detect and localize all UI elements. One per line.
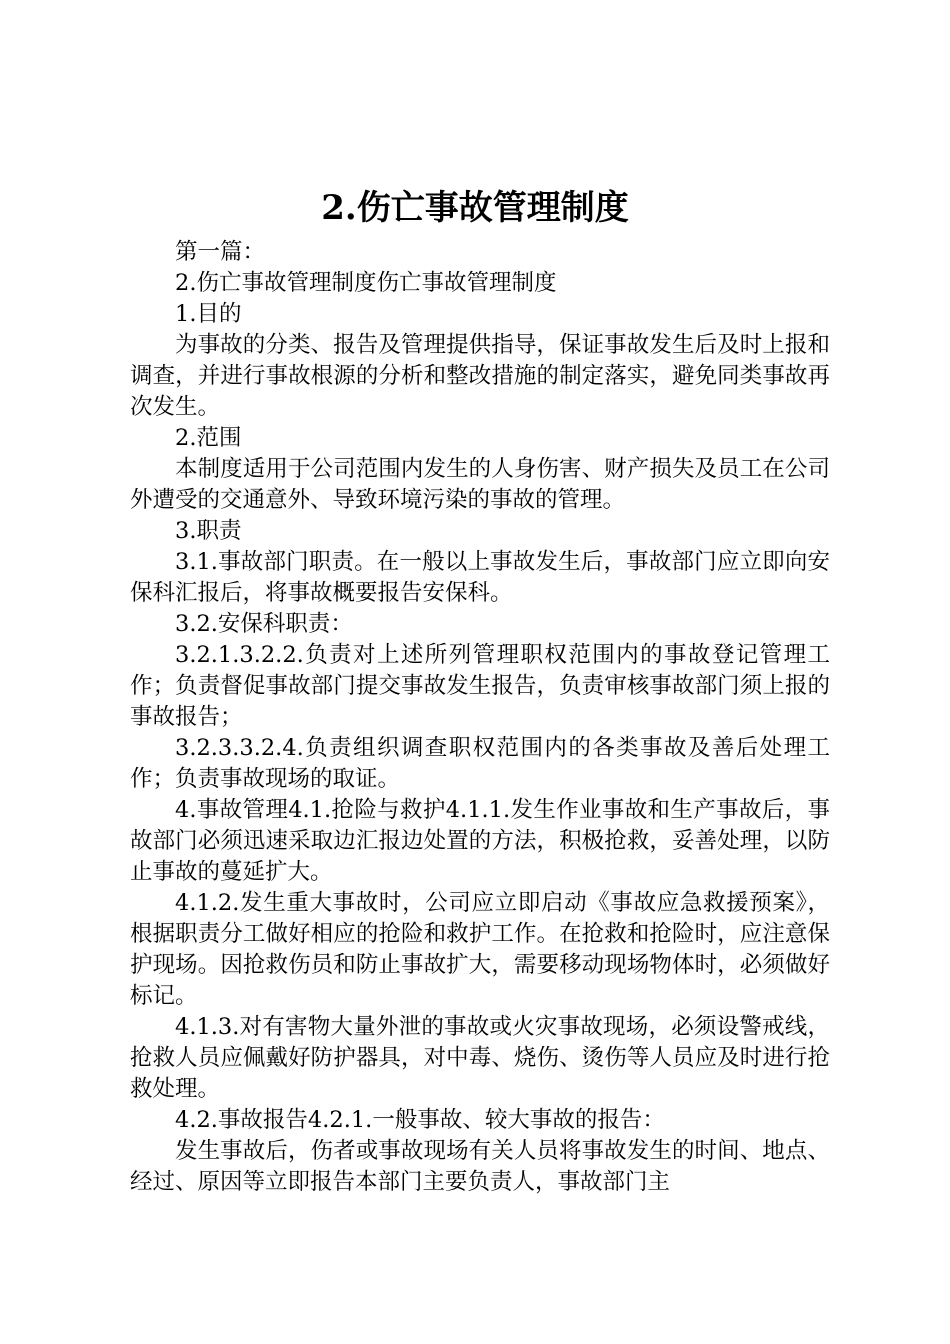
document-title: 2.伤亡事故管理制度	[321, 188, 629, 228]
document-body	[130, 237, 830, 1198]
paragraph: 4.1.3.对有害物大量外泄的事故或火灾事故现场，必须设警戒线，抢救人员应佩戴好防护器具，对中毒、烧伤、烫伤等人员应及时进行抢救处理。	[130, 1014, 830, 1102]
paragraph: 本制度适用于公司范围内发生的人身伤害、财产损失及员工在公司外遭受的交通意外、导致环境污染的事故的管理。	[130, 456, 830, 513]
paragraph: 3.2.1.3.2.2.负责对上述所列管理职权范围内的事故登记管理工作；负责督促事故部门提交事故发生报告，负责审核事故部门须上报的事故报告；	[130, 642, 830, 730]
paragraph: 3.2.安保科职责：	[175, 611, 353, 637]
section-heading: 3.职责	[175, 518, 242, 544]
paragraph: 4.2.事故报告4.2.1.一般事故、较大事故的报告：	[175, 1107, 665, 1133]
section-heading: 1.目的	[175, 301, 242, 327]
paragraph: 3.2.3.3.2.4.负责组织调查职权范围内的各类事故及善后处理工作；负责事故现场的取证。	[130, 735, 830, 792]
section-heading: 2.范围	[175, 425, 242, 451]
paragraph: 第一篇：	[175, 239, 266, 265]
paragraph: 4.事故管理4.1.抢险与救护4.1.1.发生作业事故和生产事故后，事故部门必须迅速采取边汇报边处置的方法，积极抢救，妥善处理，以防止事故的蔓延扩大。	[130, 797, 830, 885]
paragraph: 发生事故后，伤者或事故现场有关人员将事故发生的时间、地点、经过、原因等立即报告本部门主要负责人，事故部门主	[130, 1138, 830, 1195]
paragraph: 为事故的分类、报告及管理提供指导，保证事故发生后及时上报和调查，并进行事故根源的分析和整改措施的制定落实，避免同类事故再次发生。	[130, 332, 830, 420]
paragraph: 4.1.2.发生重大事故时，公司应立即启动《事故应急救援预案》，根据职责分工做好相应的抢险和救护工作。在抢救和抢险时，应注意保护现场。因抢救伤员和防止事故扩大，需要移动现场物体时，必须做好标记。	[130, 890, 830, 1009]
paragraph: 2.伤亡事故管理制度伤亡事故管理制度	[175, 270, 557, 296]
paragraph: 3.1.事故部门职责。在一般以上事故发生后，事故部门应立即向安保科汇报后，将事故概要报告安保科。	[130, 549, 830, 606]
